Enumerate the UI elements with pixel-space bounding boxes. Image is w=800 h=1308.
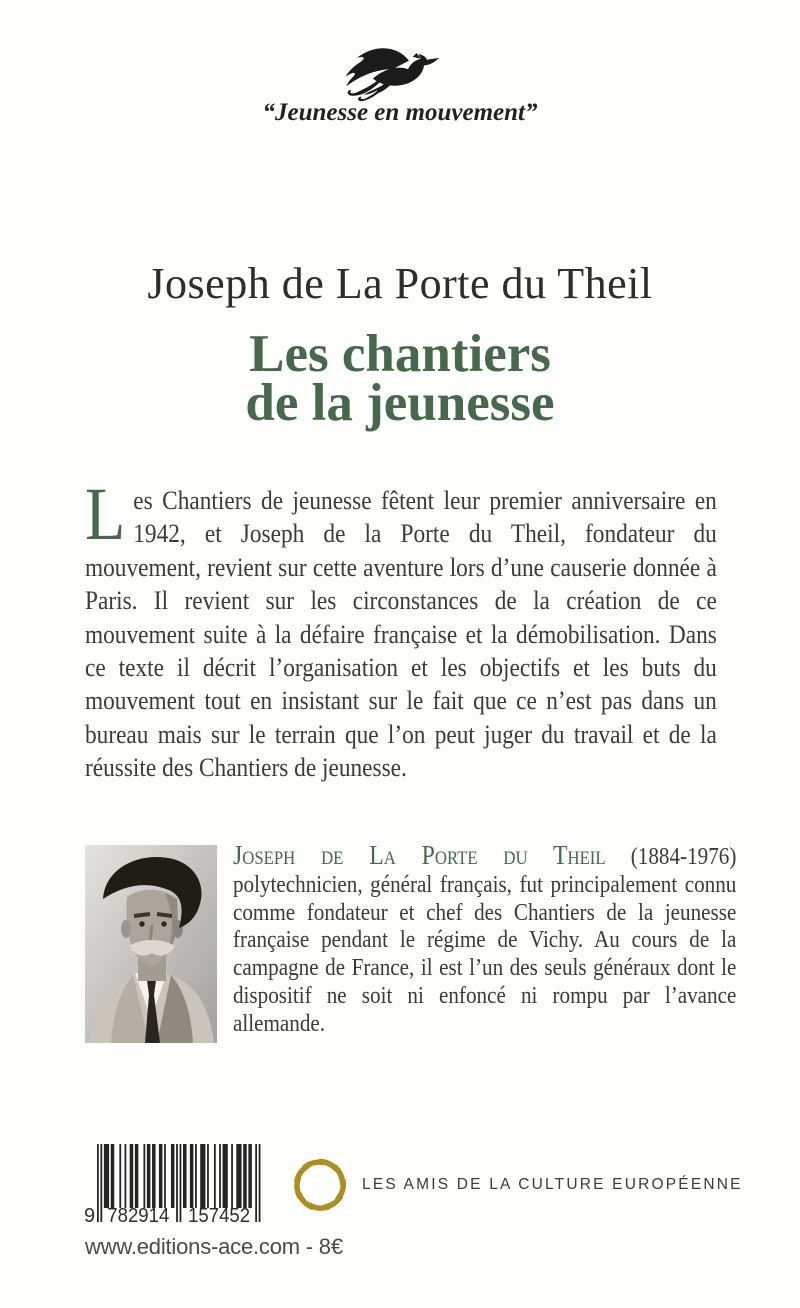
website-price: www.editions-ace.com - 8€ — [85, 1234, 343, 1259]
author-portrait-photo — [85, 845, 217, 1043]
publisher-motto: “Jeunesse en mouvement” — [262, 99, 538, 126]
gold-swirl-icon — [291, 1156, 349, 1214]
bio-paragraph — [233, 842, 736, 1043]
synopsis-text: es Chantiers de jeunesse fêtent leur premier anniversaire en 1942, et Joseph de la Porte du Theil, fondateur du mouvement, revient sur cette aventure lors d’une causerie donnée à Paris. Il revient sur les circonstances de la création de ce mouvement suite à la défaire française et la démobilisation. Dans ce texte il décrit l’organisation et les objectifs et les buts du mouvement tout en insistant sur le fait que ce n’est pas dans un bureau mais sur le terrain que l’on peut juger du travail et de la réussite des Chantiers de jeunesse. — [85, 485, 717, 783]
isbn-barcode — [82, 1144, 264, 1234]
svg-text:157452: 157452 — [188, 1205, 251, 1227]
author-bio-section — [85, 840, 800, 1043]
svg-text:9: 9 — [84, 1205, 96, 1227]
svg-text:782914: 782914 — [107, 1205, 170, 1227]
flying-bird-icon — [338, 40, 442, 104]
synopsis-paragraph — [85, 473, 717, 785]
drop-cap: L — [85, 473, 126, 556]
bio-author-name: Joseph de La Porte du Theil — [233, 840, 606, 870]
book-title — [0, 325, 800, 432]
isbn-barcode-svg — [82, 1144, 264, 1234]
publisher-name: LES AMIS DE LA CULTURE EUROPÉENNE — [362, 1176, 743, 1193]
book-title-line1: Les chantiers — [249, 325, 551, 383]
book-title-line2: de la jeunesse — [245, 374, 555, 432]
bio-text-rest: (1884-1976) polytechnicien, général français, fut principalement connu comme fondateur et chef des Chantiers de la jeunesse française pendant le régime de Vichy. Au cours de la campagne de France, il est l’un des seuls généraux dont le dispositif ne soit ni enfoncé ni rompu par l’avance allemande. — [233, 844, 737, 1037]
author-name: Joseph de La Porte du Theil — [147, 259, 653, 308]
